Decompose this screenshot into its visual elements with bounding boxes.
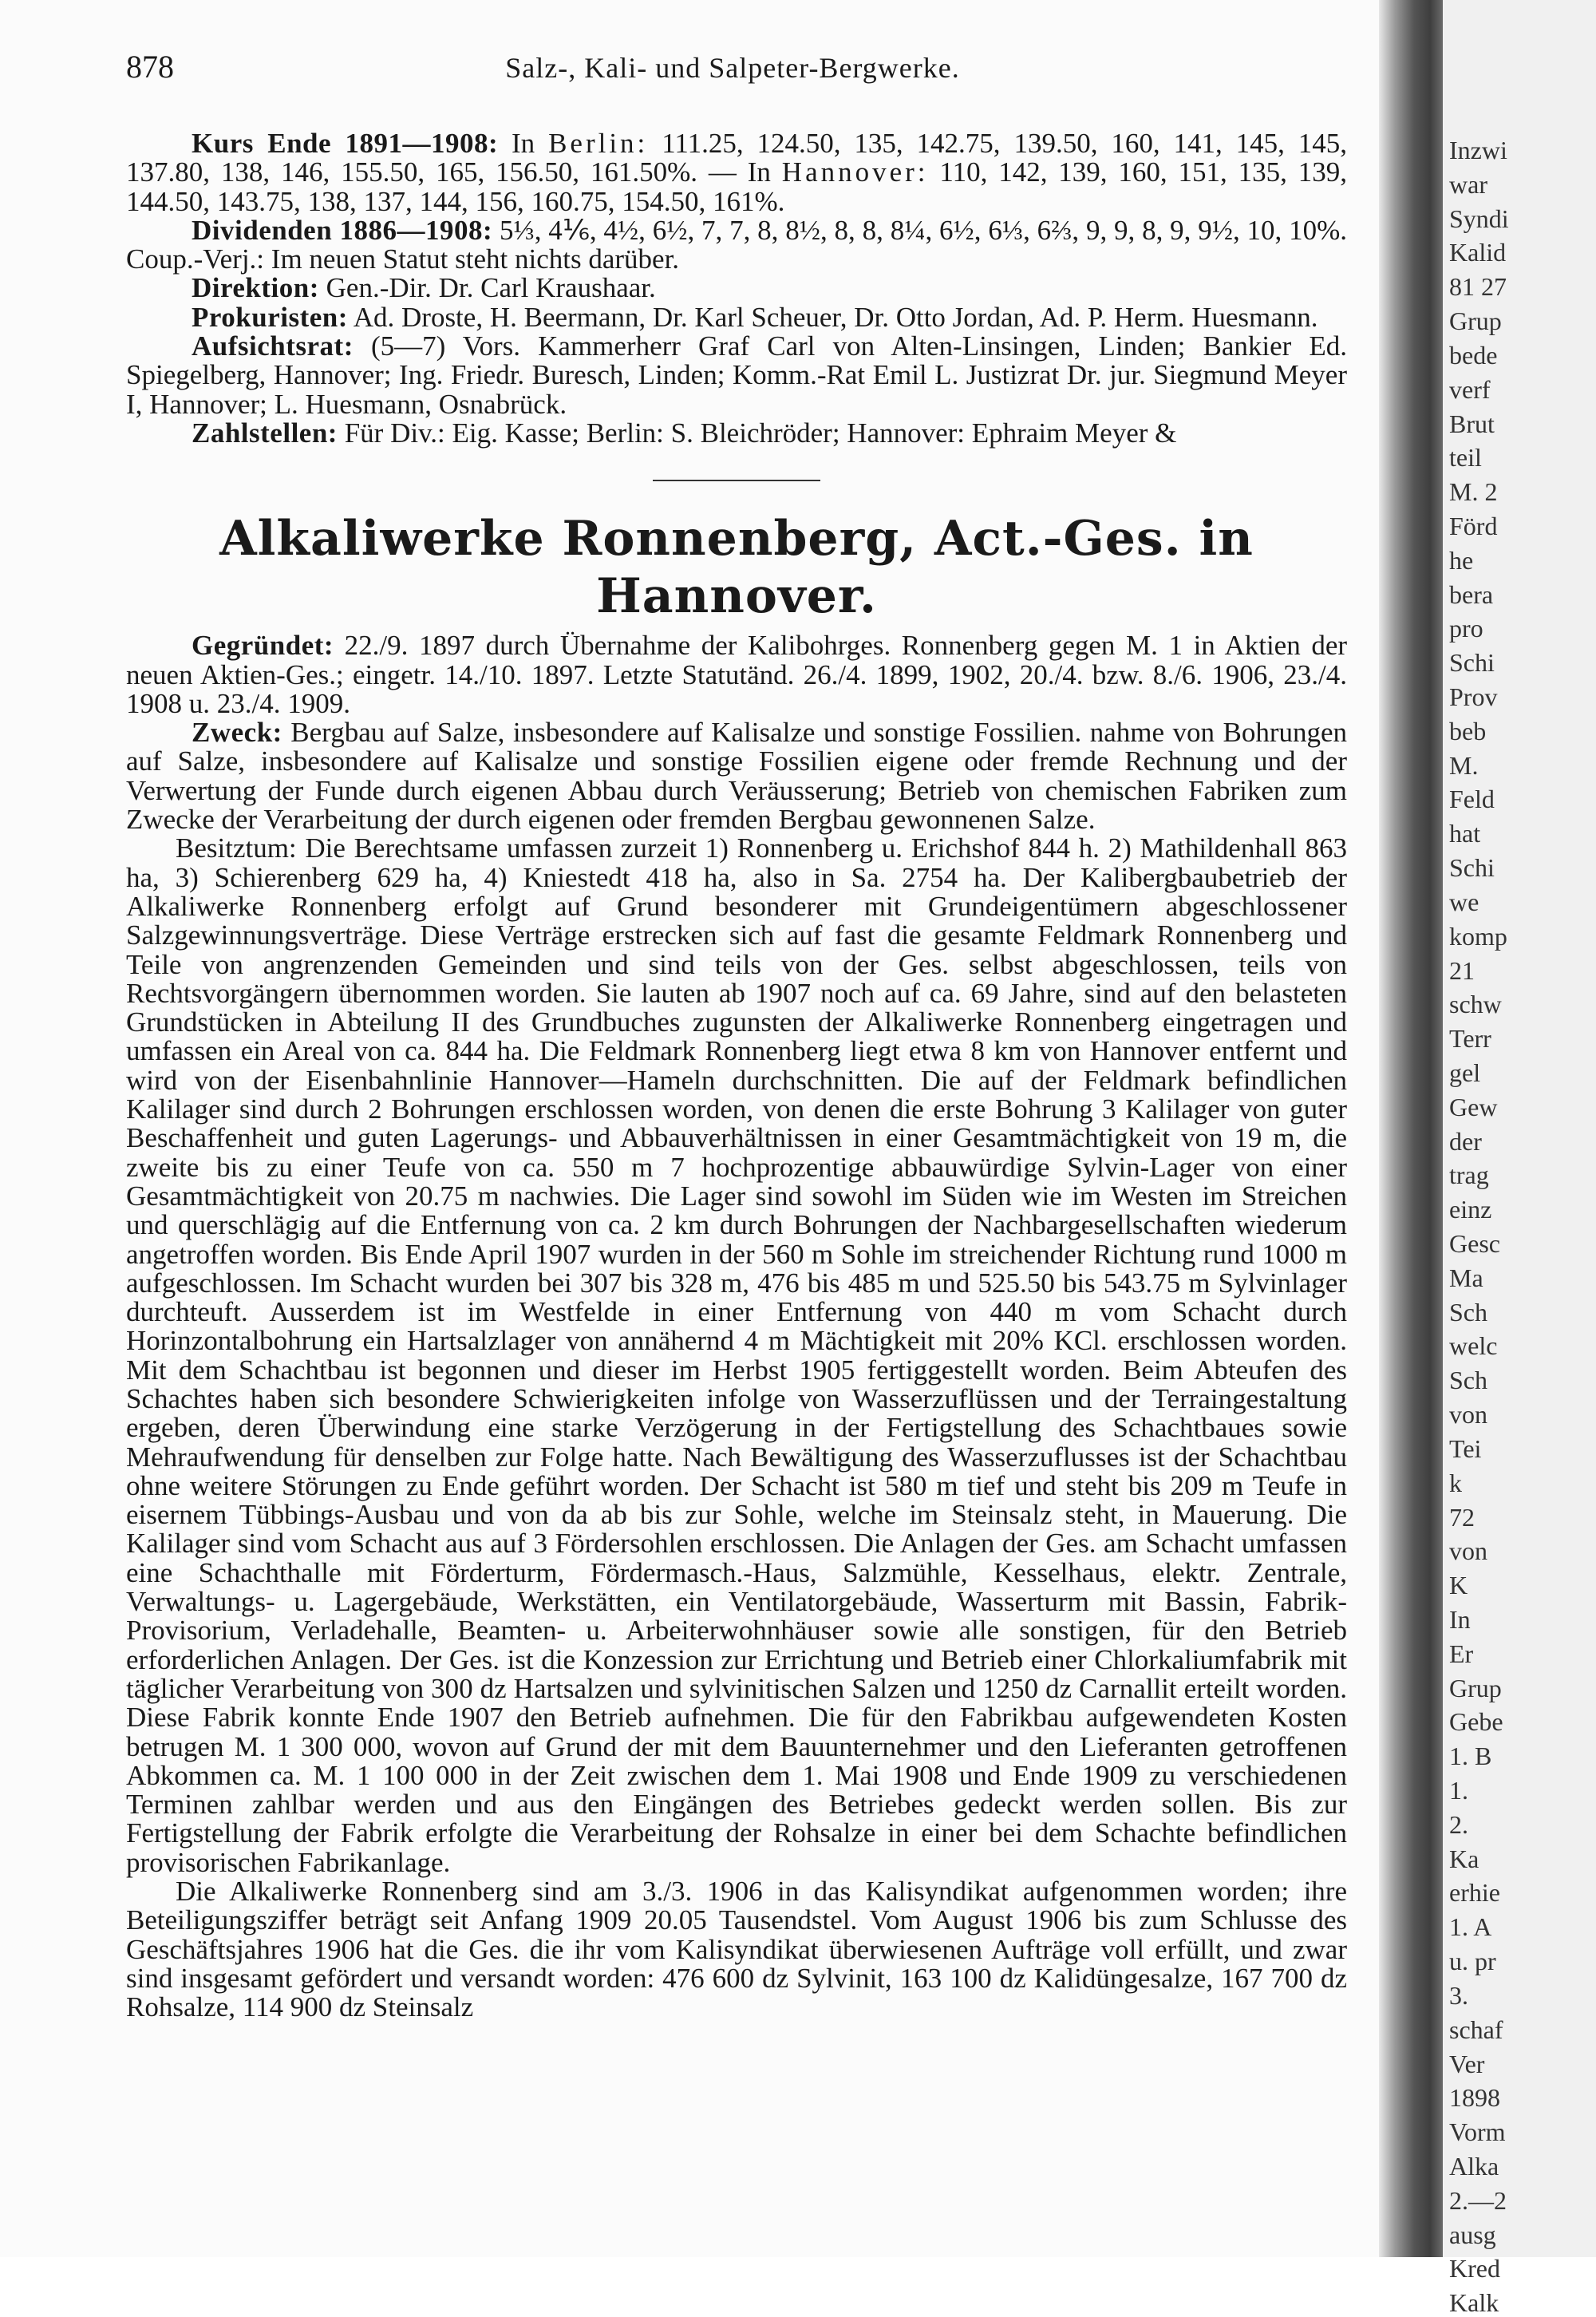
- adjacent-page-fragment: we: [1449, 887, 1479, 916]
- book-gutter-shadow: [1379, 0, 1443, 2257]
- adjacent-page-fragment: schw: [1449, 990, 1502, 1019]
- gegruendet-text: 22./9. 1897 durch Übernahme der Kalibohrges. Ronnenberg gegen M. 1 in Aktien der neuen Aktien-Ges.; eingetr. 14./10. 1897. Letzte Statutänd. 26./4. 1899, 1902, 20./4. bzw. 8./6. 1906, 23./4. 1908 u. 23./4. 1909.: [126, 630, 1348, 719]
- page-header-title: Salz-, Kali- und Salpeter-Bergwerke.: [505, 52, 960, 84]
- direktion-text: Gen.-Dir. Dr. Carl Kraushaar.: [326, 272, 656, 304]
- dividenden-text: 5⅓, 4⅙, 4½, 6½, 7, 7, 8, 8½, 8, 8, 8¼, 6½, 6⅓, 6⅔, 9, 9, 8, 9, 9½, 10, 10%. Coup.-Verj.: Im neuen Statut steht nichts darüber.: [126, 214, 1348, 275]
- adjacent-page-fragment: k: [1449, 1468, 1462, 1497]
- aufsichtsrat-label: Aufsichtsrat:: [192, 330, 354, 362]
- adjacent-page-fragment: Tei: [1449, 1433, 1482, 1463]
- page-number: 878: [126, 49, 174, 85]
- adjacent-page-fragment: Kalid: [1449, 238, 1507, 267]
- adjacent-page-fragment: u. pr: [1449, 1947, 1496, 1976]
- adjacent-page-fragment: teil: [1449, 443, 1482, 472]
- page-content: [126, 129, 1347, 2022]
- adjacent-page-fragment: ausg: [1449, 2220, 1496, 2249]
- adjacent-page-fragment: 1.: [1449, 1776, 1468, 1805]
- prokuristen-paragraph: [126, 303, 1347, 332]
- company-title: Alkaliwerke Ronnenberg, Act.-Ges. in Hannover.: [219, 511, 1254, 625]
- adjacent-page-fragment: Alka: [1449, 2151, 1499, 2181]
- adjacent-page-fragment: 2.: [1449, 1809, 1468, 1839]
- zahlstellen-paragraph: [126, 419, 1347, 448]
- dividenden-paragraph: [126, 216, 1347, 275]
- adjacent-page-fragment: Grup: [1449, 306, 1502, 336]
- adjacent-page-fragment: der: [1449, 1126, 1482, 1156]
- gegruendet-paragraph: [126, 631, 1347, 718]
- adjacent-page-fragment: Terr: [1449, 1024, 1491, 1054]
- kurs-text-c: In: [747, 156, 771, 188]
- direktion-label: Direktion:: [192, 272, 319, 304]
- adjacent-page-fragment: Prov: [1449, 682, 1498, 711]
- adjacent-page-fragment: Sch: [1449, 1366, 1487, 1395]
- prokuristen-label: Prokuristen:: [192, 301, 348, 333]
- adjacent-page-fragment: Kred: [1449, 2254, 1500, 2283]
- adjacent-page-fragment: 21: [1449, 955, 1475, 985]
- kurs-paragraph: [126, 129, 1347, 216]
- adjacent-page-fragment: hat: [1449, 819, 1481, 848]
- adjacent-page-fragment: bede: [1449, 340, 1498, 370]
- adjacent-page-fragment: Inzwi: [1449, 136, 1507, 164]
- adjacent-page-fragment: 72: [1449, 1502, 1475, 1532]
- direktion-paragraph: [126, 274, 1347, 302]
- adjacent-page-fragment: Grup: [1449, 1673, 1502, 1702]
- kurs-city-berlin: Berlin:: [548, 128, 649, 159]
- adjacent-page-fragment: pro: [1449, 614, 1483, 643]
- zweck-paragraph: [126, 718, 1347, 834]
- adjacent-page-fragment: Brut: [1449, 409, 1495, 438]
- prokuristen-text: Ad. Droste, H. Beermann, Dr. Karl Scheuer, Dr. Otto Jordan, Ad. P. Herm. Huesmann.: [353, 301, 1318, 333]
- dividenden-label: Dividenden 1886—1908:: [192, 214, 493, 246]
- syndikat-paragraph: Die Alkaliwerke Ronnenberg sind am 3./3. 1906 in das Kalisyndikat aufgenommen worden; ihre Beteiligungsziffer beträgt seit Anfang 1909 20.05 Tausendstel. Vom August 1906 bis zum Schlusse des Geschäftsjahres 1906 hat die Ges. die ihr vom Kalisyndikat überwiesenen Aufträge voll erfüllt, und zwar sind insgesamt gefördert und versandt worden: 476 600 dz Sylvinit, 163 100 dz Kalidüngesalze, 167 700 dz Rohsalze, 114 900 dz Steinsalz: [126, 1876, 1347, 2023]
- adjacent-page-fragment: welc: [1449, 1331, 1498, 1361]
- adjacent-page-fragment: Syndi: [1449, 204, 1509, 233]
- kurs-text-d: 110, 142, 139, 160, 151, 135, 139, 144.50, 143.75, 138, 137, 144, 156, 160.75, 154.50, 161%.: [126, 156, 1347, 217]
- aufsichtsrat-text: (5—7) Vors. Kammerherr Graf Carl von Alten-Linsingen, Linden; Bankier Ed. Spiegelberg, Hannover; Ing. Friedr. Buresch, Linden; Komm.-Rat Emil L. Justizrat Dr. jur. Siegmund Meyer I, Hannover; L. Huesmann, Osnabrück.: [126, 330, 1347, 420]
- adjacent-page-fragment: Kalk: [1449, 2288, 1499, 2317]
- adjacent-page-strip: [1443, 0, 1596, 2317]
- besitztum-paragraph: Besitztum: Die Berechtsame umfassen zurzeit 1) Ronnenberg u. Erichshof 844 h. 2) Mathildenhall 863 ha, 3) Schierenberg 629 ha, 4) Kniestedt 418 ha, also in Sa. 2754 ha. Der Kalibergbaubetrieb der Alkaliwerke Ronnenberg erfolgt auf Grund besonderer mit Grundeigentümern abgeschlossener Salzgewinnungsverträge. Diese Verträge erstrecken sich auf fast die gesamte Feldmark Ronnenberg und Teile von angrenzenden Gemeinden und sind teils von der Ges. selbst abgeschlossen, teils von Rechtsvorgängern übernommen worden. Sie lauten ab 1907 noch auf ca. 69 Jahre, sind auf den belasteten Grundstücken in Abteilung II des Grundbuches zugunsten der Alkaliwerke Ronnenberg eingetragen und umfassen ein Areal von ca. 844 ha. Die Feldmark Ronnenberg liegt etwa 8 km von Hannover entfernt und wird von der Eisenbahnlinie Hannover—Hameln durchschnitten. Die auf der Feldmark befindlichen Kalilager sind durch 2 Bohrungen erschlossen worden, von denen die erste Bohrung 3 Kalilager von guter Beschaffenheit und guten Lagerungs- und Abbauverhältnissen in einer Gesamtmächtigkeit von 19 m, die zweite bis zu einer Teufe von ca. 550 m 7 hochprozentige abbauwürdige Sylvin-Lager von einer Gesamtmächtigkeit von 20.75 m nachwies. Die Lager sind sowohl im Süden wie im Westen im Streichen und querschlägig auf die Entfernung von ca. 2 km durch Bohrungen der Nachbargesellschaften wiederum angetroffen worden. Bis Ende April 1907 wurden in der 560 m Sohle im streichender Richtung rund 1000 m aufgeschlossen. Im Schacht wurden bei 307 bis 328 m, 476 bis 485 m und 525.50 bis 543.75 m Sylvinlager durchteuft. Ausserdem ist im Westfelde in einer Entfernung von 440 m vom Schacht durch Horinzontalbohrung ein Hartsalzlager von annähernd 4 m Mächtigkeit mit 20% KCl. erschlossen worden. Mit dem Schachtbau ist begonnen und dieser im Herbst 1905 fertiggestellt worden. Beim Abteufen des Schachtes haben sich besondere Schwierigkeiten infolge von Wasserzuflüssen und der Terraingestaltung ergeben, deren Überwindung eine starke Verzögerung in der Fertigstellung des Schachtbaues sowie Mehraufwendung für denselben zur Folge hatte. Nach Bewältigung des Wasserzuflusses ist der Schachtbau ohne weitere Störungen zu Ende geführt worden. Der Schacht ist 580 m tief und steht bis 209 m Teufe in eisernem Tübbings-Ausbau und von da ab bis zur Sohle, welche im Steinsalz steht, in Mauerung. Die Kalilager sind vom Schacht aus auf 3 Fördersohlen erschlossen. Die Anlagen der Ges. am Schacht umfassen eine Schachthalle mit Förderturm, Fördermasch.-Haus, Salzmühle, Kesselhaus, elektr. Zentrale, Verwaltungs- u. Lagergebäude, Werkstätten, ein Ventilatorgebäude, Wasserturm mit Bassin, Fabrik-Provisorium, Verladehalle, Beamten- u. Arbeiterwohnhäuser sowie alle sonstigen, für den Betrieb erforderlichen Anlagen. Der Ges. ist die Konzession zur Errichtung und Betrieb einer Chlorkaliumfabrik mit täglicher Verarbeitung von 300 dz Hartsalzen und sylvinitischen Salzen und 1250 dz Carnallit erteilt worden. Diese Fabrik konnte Ende 1907 den Betrieb aufnehmen. Die für den Fabrikbau aufgewendeten Kosten betrugen M. 1 300 000, wovon auf Grund der mit dem Bauunternehmer und den Lieferanten getroffenen Abkommen ca. M. 1 100 000 in der Zeit zwischen dem 1. Mai 1908 und Ende 1909 zu verschiedenen Terminen zahlbar werden und aus den Eingängen des Betriebes gedeckt werden sollen. Bis zur Fertigstellung der Fabrik erfolgte die Verarbeitung der Rohsalze in einer bei dem Schachte befindlichen provisorischen Fabrikanlage.: [126, 832, 1347, 1878]
- zweck-label: Zweck:: [192, 717, 282, 749]
- gegruendet-label: Gegründet:: [192, 630, 334, 662]
- adjacent-page-fragment: einz: [1449, 1195, 1492, 1224]
- adjacent-page-fragment: beb: [1449, 716, 1487, 745]
- zahlstellen-text: Für Div.: Eig. Kasse; Berlin: S. Bleichröder; Hannover: Ephraim Meyer &: [344, 417, 1177, 449]
- adjacent-page-fragment: Förd: [1449, 511, 1498, 540]
- adjacent-page-fragment: Feld: [1449, 785, 1495, 814]
- adjacent-page-fragment: 1. A: [1449, 1912, 1492, 1942]
- adjacent-page-fragment: Ma: [1449, 1263, 1483, 1292]
- adjacent-page-fragment: 2.—2: [1449, 2185, 1507, 2215]
- adjacent-page-fragment: 3.: [1449, 1980, 1468, 2010]
- aufsichtsrat-paragraph: [126, 332, 1347, 419]
- adjacent-page-fragment: Gebe: [1449, 1707, 1503, 1737]
- adjacent-page-fragment: K: [1449, 1571, 1468, 1600]
- adjacent-page-fragment: 81 27: [1449, 272, 1507, 302]
- adjacent-page-fragment: 1898: [1449, 2083, 1500, 2113]
- adjacent-page-fragment: gel: [1449, 1058, 1481, 1087]
- adjacent-page-fragment: Gesc: [1449, 1229, 1500, 1258]
- adjacent-page-fragment: Sch: [1449, 1297, 1487, 1327]
- adjacent-page-fragment: bera: [1449, 579, 1494, 609]
- adjacent-page-fragment: M.: [1449, 750, 1479, 780]
- adjacent-page-fragment: M. 2: [1449, 477, 1498, 507]
- kurs-label: Kurs Ende 1891—1908:: [192, 128, 499, 159]
- adjacent-page-fragment: von: [1449, 1536, 1487, 1566]
- adjacent-page-fragment: erhie: [1449, 1878, 1500, 1908]
- adjacent-page-fragment: Er: [1449, 1639, 1474, 1668]
- adjacent-page-fragment: Ver: [1449, 2049, 1485, 2078]
- adjacent-page-fragment: war: [1449, 169, 1487, 199]
- adjacent-page-fragment: schaf: [1449, 2015, 1503, 2044]
- adjacent-page-fragment: Vorm: [1449, 2117, 1506, 2147]
- zahlstellen-label: Zahlstellen:: [192, 417, 338, 449]
- adjacent-page-fragment: komp: [1449, 921, 1507, 951]
- adjacent-page-fragment: Gew: [1449, 1092, 1498, 1121]
- adjacent-page-fragment: 1. B: [1449, 1742, 1492, 1771]
- adjacent-page-fragment: he: [1449, 545, 1474, 575]
- adjacent-page-fragment: von: [1449, 1400, 1487, 1429]
- kurs-text-b: 111.25, 124.50, 135, 142.75, 139.50, 160, 141, 145, 145, 137.80, 138, 146, 155.50, 165, 156.50, 161.50%. —: [126, 128, 1348, 188]
- adjacent-page-fragment: Schi: [1449, 853, 1495, 883]
- adjacent-page-fragment: verf: [1449, 374, 1491, 404]
- adjacent-page-fragment: Schi: [1449, 648, 1495, 678]
- section-divider: [653, 480, 820, 481]
- adjacent-page-fragment: trag: [1449, 1160, 1489, 1190]
- kurs-text-a: In: [512, 128, 535, 159]
- zweck-text: Bergbau auf Salze, insbesondere auf Kalisalze und sonstige Fossilien. nahme von Bohrungen auf Salze, insbesondere auf Kalisalze und sonstige Fossilien eigene oder fremde Rechnung und der Verwertung der Funde durch eigenen Abbau durch Veräusserung; Betrieb von chemischen Fabriken zum Zwecke der Verarbeitung der durch eigenen oder fremden Bergbau gewonnenen Salze.: [126, 717, 1348, 836]
- running-header: [126, 48, 1339, 96]
- kurs-city-hannover: Hannover:: [781, 156, 929, 188]
- adjacent-page-fragment: In: [1449, 1604, 1471, 1634]
- adjacent-page-fragment: Ka: [1449, 1844, 1479, 1873]
